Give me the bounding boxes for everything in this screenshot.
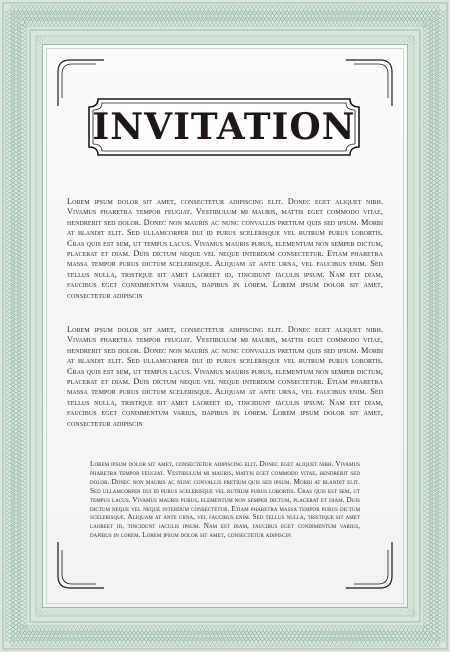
body-paragraph-1: Lorem ipsum dolor sit amet, consectetur adipiscing elit. Donec eget aliquet nibh. Vivamus pharetra tempor feugiat. Vestibulum mi mauris, mattis eget commodo vitae, hendrerit sed dolor. Donec non mauris ac nunc convallis pretium quis sed ipsum. Morbi at blandit elit. Sed ullamcorper dui id purus scelerisque vel rutrum purus lobortis. Cras quis est sem, ut tempus lacus. Vivamus mauris purus, elementum non semper dictum, placerat et diam. Duis dictum neque vel neque interdum consectetur. Etiam pharetra massa tempor purus dictum scelerisque. Aliquam at ante urna, vel faucibus enim. Sed tellus nulla, tristique sit amet laoreet id, tincidunt iaculis ipsum. Nam est diam, faucibus eget condimentum varius, dapibus in lorem. Lorem ipsum dolor sit amet, consectetur adipiscin <box>67 197 383 300</box>
bottom-right-corner-ornament <box>344 540 394 590</box>
document-title: INVITATION <box>92 106 356 148</box>
body-paragraph-2: Lorem ipsum dolor sit amet, consectetur adipiscing elit. Donec eget aliquet nibh. Vivamus pharetra tempor feugiat. Vestibulum mi mauris, mattis eget commodo vitae, hendrerit sed dolor. Donec non mauris ac nunc convallis pretium quis sed ipsum. Morbi at blandit elit. Sed ullamcorper dui id purus scelerisque vel rutrum purus lobortis. Cras quis est sem, ut tempus lacus. Vivamus mauris purus, elementum non semper dictum, placerat et diam. Duis dictum neque vel neque interdum consectetur. Etiam pharetra massa tempor purus dictum scelerisque. Aliquam at ante urna, vel faucibus enim. Sed tellus nulla, tristique sit amet laoreet id, tincidunt iaculis ipsum. Nam est diam, faucibus eget condimentum varius, dapibus in lorem. Lorem ipsum dolor sit amet, consectetur adipiscin <box>67 325 383 428</box>
body-paragraph-3: Lorem ipsum dolor sit amet, consectetur adipiscing elit. Donec eget aliquet nibh. Vivamus pharetra tempor feugiat. Vestibulum mi mauris, mattis eget commodo vitae, hendrerit sed dolor. Donec non mauris ac nunc convallis pretium quis sed ipsum. Morbi at blandit elit. Sed ullamcorper dui id purus scelerisque vel rutrum purus lobortis. Cras quis est sem, ut tempus lacus. Vivamus mauris purus, elementum non semper dictum, placerat et diam. Duis dictum neque vel neque interdum consectetur. Etiam pharetra massa tempor purus dictum scelerisque. Aliquam at ante urna, vel faucibus enim. Sed tellus nulla, tristique sit amet laoreet id, tincidunt iaculis ipsum. Nam est diam, faucibus eget condimentum varius, dapibus in lorem. Lorem ipsum dolor sit amet, consectetur adipiscin <box>90 460 360 540</box>
bottom-left-corner-ornament <box>56 540 106 590</box>
